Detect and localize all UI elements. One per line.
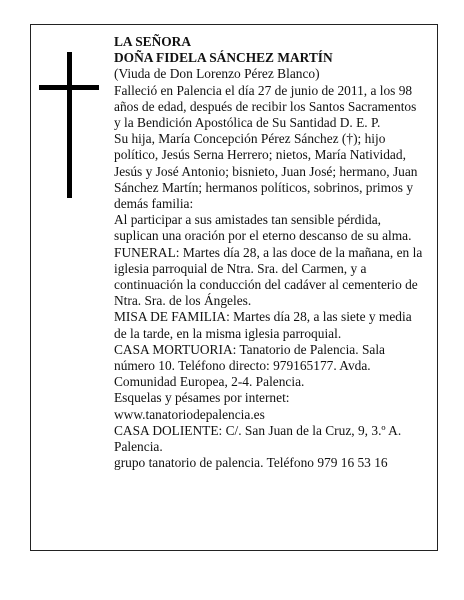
funeral-details: FUNERAL: Martes día 28, a las doce de la mañana, en la iglesia parroquial de Ntra. Sra. del Carmen, y a continuación la conducción del cadáver al cementerio de Ntra. Sra. de los Ángeles.	[114, 244, 423, 309]
mourning-house: CASA DOLIENTE: C/. San Juan de la Cruz, 9, 3.º A. Palencia.	[114, 422, 402, 455]
funeral-home-details: CASA MORTUORIA: Tanatorio de Palencia. Sala número 10. Teléfono directo: 979165177. Avda. Comunidad Europea, 2-4. Palencia.	[114, 341, 385, 390]
latin-cross-icon	[39, 52, 99, 198]
cross-horizontal-bar	[39, 85, 99, 90]
footer-contact: grupo tanatorio de palencia. Teléfono 979 16 53 16	[114, 455, 388, 471]
widow-note: (Viuda de Don Lorenzo Pérez Blanco)	[114, 66, 320, 82]
deceased-name: DOÑA FIDELA SÁNCHEZ MARTÍN	[114, 50, 333, 66]
cross-vertical-bar	[67, 52, 72, 198]
obituary-text	[114, 34, 426, 471]
family-mass-details: MISA DE FAMILIA: Martes día 28, a las siete y media de la tarde, en la misma iglesia parroquial.	[114, 309, 412, 341]
online-condolences: Esquelas y pésames por internet: www.tanatoriodepalencia.es	[114, 390, 290, 422]
death-announcement: Falleció en Palencia el día 27 de junio de 2011, a los 98 años de edad, después de recibir los Santos Sacramentos y la Bendición Apostólica de Su Santidad D. E. P.	[114, 82, 417, 131]
heading-line-1: LA SEÑORA	[114, 34, 192, 49]
prayer-request: Al participar a sus amistades tan sensible pérdida, suplican una oración por el eterno descanso de su alma.	[114, 212, 412, 244]
family-list: Su hija, María Concepción Pérez Sánchez (†); hijo político, Jesús Serna Herrero; nietos, María Natividad, Jesús y José Antonio; bisnieto, Juan José; hermano, Juan Sánchez Martín; hermanos políticos, sobrinos, primos y demás familia:	[114, 131, 418, 212]
